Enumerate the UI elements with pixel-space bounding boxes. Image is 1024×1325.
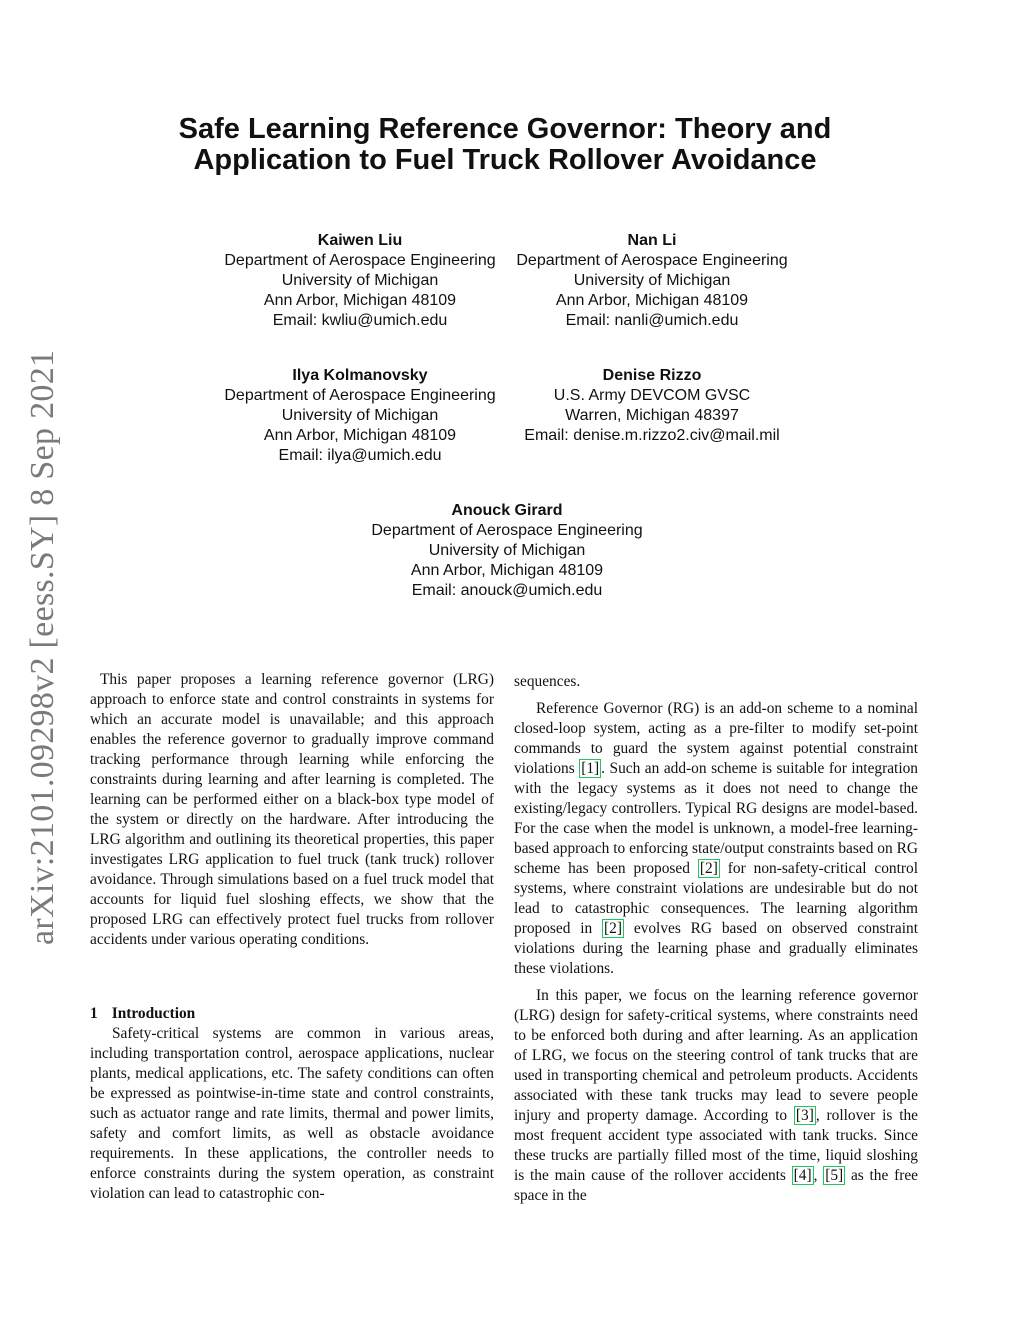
- paragraph-text: , rollover is the most frequent accident type associated with tank trucks. Since these trucks are partially filled most of the time, liquid sloshing is the main cause of the rollover accidents: [514, 1107, 918, 1184]
- citation-link[interactable]: [1]: [581, 760, 600, 777]
- author-org: Warren, Michigan 48397: [565, 407, 739, 424]
- abstract-text: This paper proposes a learning reference governor (LRG) approach to enforce state and control constraints in systems for which an accurate model is unavailable; and this approach enables the reference governor to gradually improve command tracking performance through learning while enforcing the constraints during learning and after learning is completed. The learning can be performed either on a black-box type model of the system or directly on the hardware. After introducing the LRG algorithm and outlining its theoretical properties, this paper investigates LRG application to fuel truck (tank truck) rollover avoidance. Through simulations based on a fuel truck model that accounts for liquid fuel sloshing effects, we show that the proposed LRG can effectively protect fuel trucks from rollover accidents under various operating conditions.: [90, 671, 494, 948]
- citation-link[interactable]: [5]: [825, 1167, 844, 1184]
- author-dept: Department of Aerospace Engineering: [516, 252, 788, 269]
- author-org: University of Michigan: [281, 407, 439, 424]
- author-address: Ann Arbor, Michigan 48109: [263, 292, 457, 309]
- section-title: Introduction: [111, 1005, 196, 1022]
- title-line-1: Safe Learning Reference Governor: Theory and: [178, 113, 832, 145]
- author-org: University of Michigan: [428, 542, 586, 559]
- author-org: University of Michigan: [281, 272, 439, 289]
- paragraph-text: for non-safety-critical control systems, where constraint violations are undesirable but do not lead to catastrophic consequences. The learning algorithm proposed in: [514, 860, 919, 937]
- author-block: [210, 231, 510, 331]
- title-line-2: Application to Fuel Truck Rollover Avoidance: [193, 144, 817, 176]
- paragraph-text: Reference Governor (RG) is an add-on scheme to a nominal closed-loop system, acting as a pre-filter to modify set-point commands to guard the system against potential constraint violations: [514, 700, 918, 777]
- left-column: [90, 670, 494, 1204]
- author-email: Email: nanli@umich.edu: [565, 312, 739, 329]
- paragraph-text: . Such an add-on scheme is suitable for integration with the legacy systems as it does not need to change the existing/legacy controllers. Typical RG designs are model-based. For the case when the model is unknown, a model-free learning-based approach to enforcing state/output constraints based on RG scheme has been proposed: [514, 760, 918, 877]
- paragraph-text: In this paper, we focus on the learning reference governor (LRG) design for safety-critical systems, where constraints need to be enforced both during and after learning. As an application of LRG, we focus on the steering control of tank trucks that are used in transporting chemical and petroleum products. Accidents associated with these tank trucks may lead to severe people injury and property damage. According to: [514, 987, 918, 1124]
- author-address: Ann Arbor, Michigan 48109: [555, 292, 749, 309]
- right-column: [514, 672, 918, 1206]
- author-org: University of Michigan: [573, 272, 731, 289]
- rg-paragraph: [514, 699, 918, 979]
- continued-text: sequences.: [514, 673, 581, 690]
- citation-link[interactable]: [2]: [699, 860, 718, 877]
- arxiv-stamp: arXiv:2101.09298v2 [eess.SY] 8 Sep 2021: [24, 349, 61, 945]
- citation-link[interactable]: [4]: [793, 1167, 812, 1184]
- paragraph-text: ,: [813, 1167, 824, 1184]
- author-name: Ilya Kolmanovsky: [292, 367, 428, 384]
- paragraph-text: as the free space in the: [514, 1167, 918, 1204]
- author-block: [502, 366, 802, 446]
- author-address: Ann Arbor, Michigan 48109: [263, 427, 457, 444]
- author-address: Ann Arbor, Michigan 48109: [410, 562, 604, 579]
- author-dept: U.S. Army DEVCOM GVSC: [553, 387, 751, 404]
- paragraph-text: evolves RG based on observed constraint violations during the learning phase and gradually eliminates these violations.: [514, 920, 918, 977]
- lrg-paragraph: [514, 986, 918, 1206]
- author-email: Email: anouck@umich.edu: [411, 582, 603, 599]
- author-dept: Department of Aerospace Engineering: [224, 252, 496, 269]
- author-dept: Department of Aerospace Engineering: [224, 387, 496, 404]
- author-email: Email: kwliu@umich.edu: [272, 312, 448, 329]
- citation-link[interactable]: [2]: [604, 920, 622, 937]
- author-block: [502, 231, 802, 331]
- section-heading: [90, 1004, 494, 1024]
- section-number: 1: [90, 1005, 98, 1022]
- author-name: Kaiwen Liu: [317, 232, 403, 249]
- citation-link[interactable]: [3]: [795, 1107, 814, 1124]
- author-name: Anouck Girard: [451, 502, 563, 519]
- author-email: Email: denise.m.rizzo2.civ@mail.mil: [524, 427, 780, 444]
- intro-paragraph: Safety-critical systems are common in various areas, including transportation control, aerospace applications, nuclear plants, medical applications, etc. The safety conditions can often be expressed as pointwise-in-time state and control constraints, such as actuator range and rate limits, thermal and power limits, safety and comfort limits, as well as obstacle avoidance requirements. In these applications, the controller needs to enforce constraints during the system operation, as constraint violation can lead to catastrophic con-: [90, 1025, 494, 1202]
- author-email: Email: ilya@umich.edu: [278, 447, 442, 464]
- paper-title: [120, 114, 890, 176]
- author-name: Nan Li: [627, 232, 677, 249]
- author-name: Denise Rizzo: [602, 367, 702, 384]
- author-dept: Department of Aerospace Engineering: [371, 522, 643, 539]
- author-block: [210, 366, 510, 466]
- author-block: [357, 501, 657, 601]
